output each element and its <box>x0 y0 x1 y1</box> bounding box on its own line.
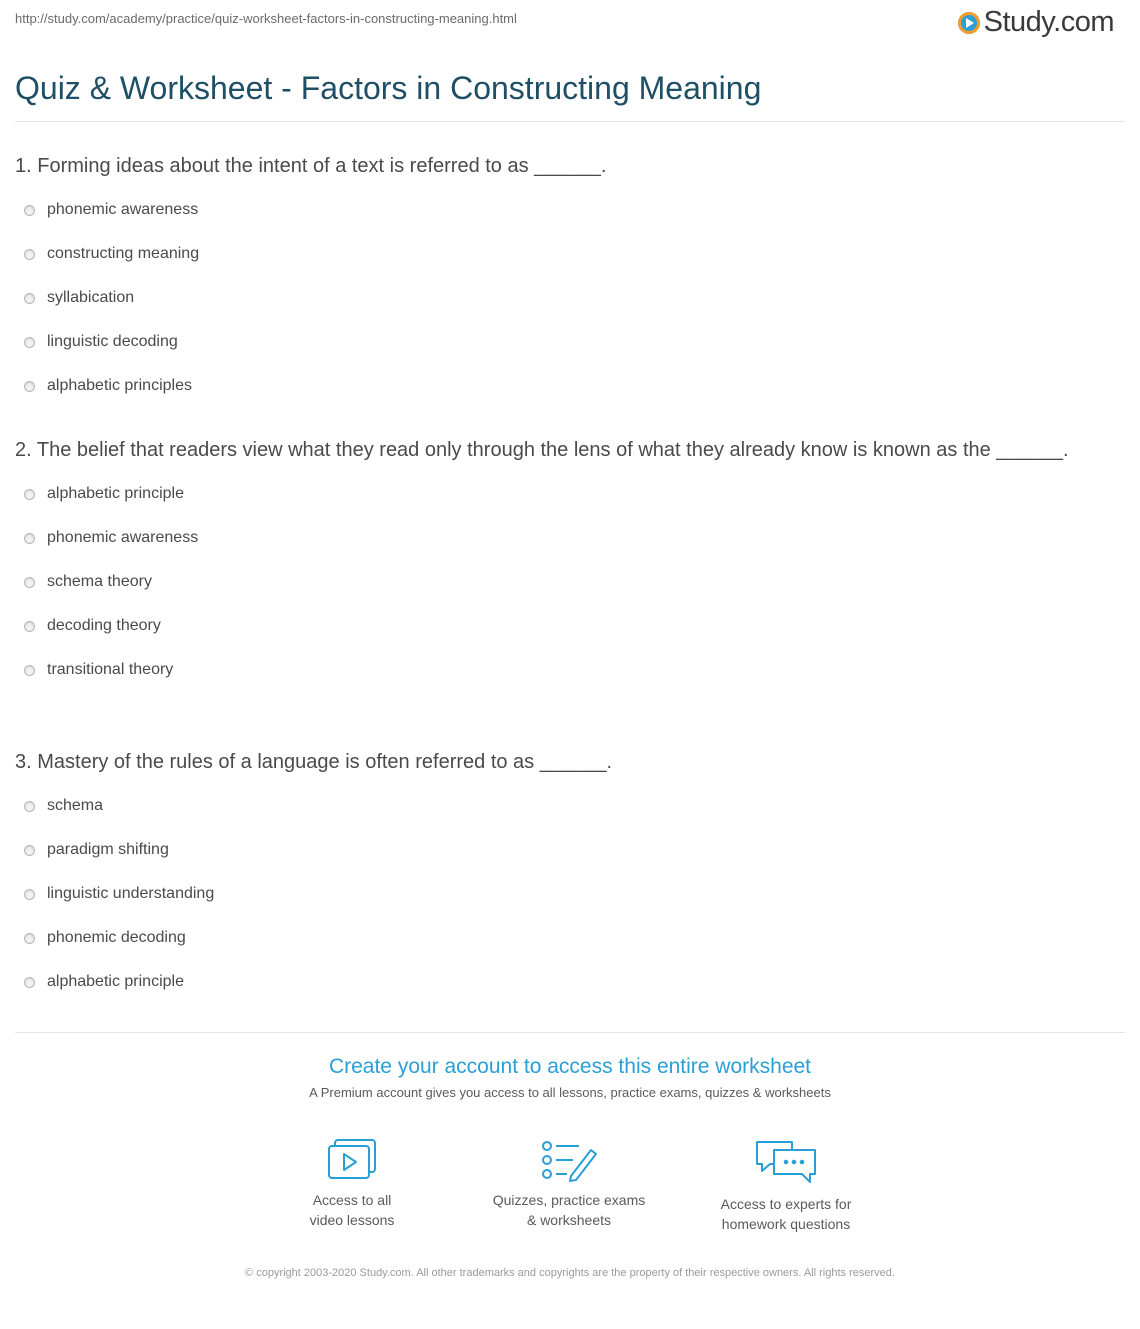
answer-option[interactable] <box>15 604 1125 648</box>
answer-options <box>15 188 1125 408</box>
radio-button[interactable] <box>24 337 35 348</box>
radio-button[interactable] <box>24 977 35 988</box>
radio-button[interactable] <box>24 801 35 812</box>
radio-button[interactable] <box>24 205 35 216</box>
question-text: 3. Mastery of the rules of a language is often referred to as ______. <box>15 751 613 773</box>
feature-line-1: Quizzes, practice exams <box>492 1192 646 1208</box>
option-label: schema theory <box>47 573 152 590</box>
answer-option[interactable] <box>15 648 1125 692</box>
option-label: constructing meaning <box>47 245 200 262</box>
feature-experts <box>686 1138 886 1234</box>
quiz-checklist-icon <box>541 1138 597 1182</box>
radio-button[interactable] <box>24 577 35 588</box>
answer-option[interactable] <box>15 320 1125 364</box>
cta-title[interactable]: Create your account to access this entire worksheet <box>328 1055 812 1078</box>
feature-line-1: Access to experts for <box>720 1196 852 1212</box>
question-text: 2. The belief that readers view what they read only through the lens of what they already know is known as the ______. <box>15 439 1069 461</box>
answer-option[interactable] <box>15 872 1125 916</box>
question-3 <box>15 748 1125 1004</box>
question-1 <box>15 152 1125 408</box>
answer-option[interactable] <box>15 188 1125 232</box>
study-logo[interactable] <box>958 6 1114 39</box>
page-url: http://study.com/academy/practice/quiz-worksheet-factors-in-constructing-meaning.html <box>15 11 517 26</box>
radio-button[interactable] <box>24 489 35 500</box>
answer-option[interactable] <box>15 276 1125 320</box>
radio-button[interactable] <box>24 381 35 392</box>
answer-option[interactable] <box>15 560 1125 604</box>
video-lessons-icon <box>326 1138 378 1182</box>
option-label: alphabetic principle <box>47 485 184 502</box>
feature-line-1: Access to all <box>312 1192 392 1208</box>
logo-text: Study.com <box>983 6 1114 38</box>
divider <box>15 1032 1125 1033</box>
radio-button[interactable] <box>24 889 35 900</box>
answer-option[interactable] <box>15 784 1125 828</box>
radio-button[interactable] <box>24 845 35 856</box>
chat-bubbles-icon <box>754 1138 818 1186</box>
feature-line-2: video lessons <box>309 1212 395 1228</box>
option-label: syllabication <box>47 289 135 306</box>
feature-video-lessons <box>252 1138 452 1230</box>
option-label: phonemic awareness <box>47 201 199 218</box>
signup-cta <box>0 1055 1140 1100</box>
radio-button[interactable] <box>24 533 35 544</box>
answer-option[interactable] <box>15 828 1125 872</box>
question-text: 1. Forming ideas about the intent of a text is referred to as ______. <box>15 155 607 177</box>
radio-button[interactable] <box>24 293 35 304</box>
answer-options <box>15 784 1125 1004</box>
cta-subtitle: A Premium account gives you access to all lessons, practice exams, quizzes & worksheets <box>309 1085 831 1100</box>
option-label: transitional theory <box>47 661 174 678</box>
feature-line-2: & worksheets <box>526 1212 612 1228</box>
question-2 <box>15 436 1125 692</box>
radio-button[interactable] <box>24 249 35 260</box>
answer-option[interactable] <box>15 516 1125 560</box>
answer-option[interactable] <box>15 960 1125 1004</box>
option-label: phonemic awareness <box>47 529 199 546</box>
answer-option[interactable] <box>15 232 1125 276</box>
option-label: paradigm shifting <box>47 841 169 858</box>
copyright-notice: © copyright 2003-2020 Study.com. All other trademarks and copyrights are the property of their respective owners. All rights reserved. <box>245 1267 895 1279</box>
answer-options <box>15 472 1125 692</box>
answer-option[interactable] <box>15 472 1125 516</box>
answer-option[interactable] <box>15 916 1125 960</box>
feature-line-2: homework questions <box>721 1216 851 1232</box>
option-label: decoding theory <box>47 617 161 634</box>
feature-quizzes <box>469 1138 669 1230</box>
option-label: alphabetic principle <box>47 973 184 990</box>
option-label: phonemic decoding <box>47 929 186 946</box>
radio-button[interactable] <box>24 665 35 676</box>
option-label: alphabetic principles <box>47 377 192 394</box>
radio-button[interactable] <box>24 621 35 632</box>
divider <box>15 121 1125 122</box>
option-label: schema <box>47 797 104 814</box>
radio-button[interactable] <box>24 933 35 944</box>
play-circle-icon <box>958 12 980 34</box>
answer-option[interactable] <box>15 364 1125 408</box>
option-label: linguistic understanding <box>47 885 215 902</box>
page-title: Quiz & Worksheet - Factors in Constructing Meaning <box>15 70 762 106</box>
option-label: linguistic decoding <box>47 333 178 350</box>
